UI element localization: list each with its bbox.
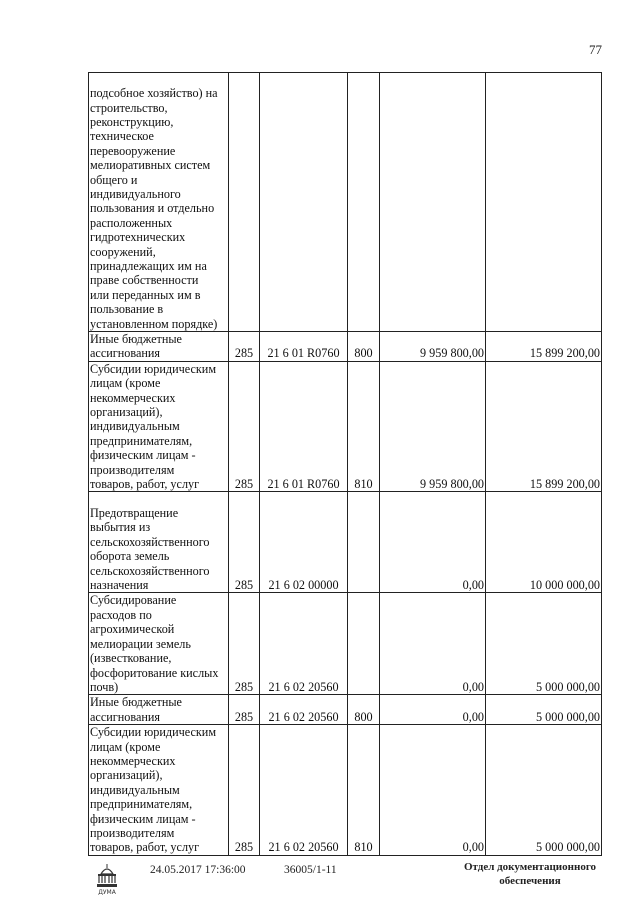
row-amount1-cell: 0,00 <box>380 593 486 695</box>
row-name-line: гидротехнических <box>90 230 186 245</box>
row-name-line: индивидуальным <box>90 782 180 797</box>
row-vr-cell: 810 <box>348 725 380 856</box>
page-footer <box>0 860 640 900</box>
row-name-line: некоммерческих <box>90 753 176 768</box>
row-name-line: Иные бюджетные <box>90 332 182 346</box>
footer-doc-number: 36005/1-11 <box>284 864 337 876</box>
row-name-line: подсобное хозяйство) на <box>90 86 218 101</box>
row-name-line: производителям <box>90 825 175 840</box>
row-name-line: выбытия из <box>90 520 151 535</box>
row-amount1-cell: 0,00 <box>380 695 486 725</box>
row-name-line: установленном порядке) <box>90 316 218 331</box>
row-name-line: индивидуальным <box>90 419 180 434</box>
footer-department <box>440 860 620 888</box>
row-csr-cell <box>260 73 348 332</box>
page-number: 77 <box>589 42 602 57</box>
row-code-cell <box>229 73 260 332</box>
row-name-line: оборота земель <box>90 549 170 564</box>
row-name-line: сельскохозяйственного <box>90 534 210 549</box>
row-name-line: физическим лицам - <box>90 448 196 463</box>
duma-logo-icon <box>93 862 121 896</box>
row-name-line: почв) <box>90 679 119 694</box>
row-name-line: предпринимателям, <box>90 433 193 448</box>
row-name-cell <box>89 332 229 362</box>
row-vr-cell: 800 <box>348 695 380 725</box>
footer-department-line2: обеспечения <box>499 875 561 887</box>
row-name-line: Субсидирование <box>90 593 177 608</box>
row-name-line: техническое <box>90 129 154 144</box>
row-name-line: назначения <box>90 578 149 593</box>
row-name-line: некоммерческих <box>90 390 176 405</box>
row-name-line: Предотвращение <box>90 506 179 521</box>
row-name-line: перевооружение <box>90 143 176 158</box>
row-csr-cell: 21 6 01 R0760 <box>260 332 348 362</box>
row-name-line: пользования и отдельно <box>90 201 215 216</box>
row-name-line: производителям <box>90 462 175 477</box>
row-amount1-cell: 0,00 <box>380 725 486 856</box>
row-name-line: Субсидии юридическим <box>90 725 217 740</box>
row-vr-cell: 810 <box>348 361 380 492</box>
table-row <box>89 695 602 725</box>
row-name-line: пользование в <box>90 302 164 317</box>
row-vr-cell <box>348 492 380 593</box>
row-name-line: Иные бюджетные <box>90 695 182 710</box>
footer-department-line1: Отдел документационного <box>463 861 597 873</box>
row-name-line: товаров, работ, услуг <box>90 477 200 492</box>
row-code-cell: 285 <box>229 725 260 856</box>
row-name-line: или переданных им в <box>90 287 201 302</box>
row-amount1-cell <box>380 73 486 332</box>
row-name-cell <box>89 492 229 593</box>
row-name-line: мелиорации земель <box>90 636 191 651</box>
row-name-line: лицам (кроме <box>90 739 161 754</box>
row-name-line: общего и <box>90 172 138 187</box>
row-name-line: сооружений, <box>90 244 156 259</box>
table-row <box>89 593 602 695</box>
svg-text:ДУМА: ДУМА <box>98 889 116 896</box>
row-name-line: физическим лицам - <box>90 811 196 826</box>
row-amount1-cell: 0,00 <box>380 492 486 593</box>
row-amount2-cell: 5 000 000,00 <box>486 725 602 856</box>
row-csr-cell: 21 6 02 00000 <box>260 492 348 593</box>
row-name-cell <box>89 725 229 856</box>
table-row <box>89 73 602 332</box>
row-name-line: лицам (кроме <box>90 376 161 391</box>
row-csr-cell: 21 6 02 20560 <box>260 725 348 856</box>
row-name-line: Субсидии юридическим <box>90 361 217 376</box>
row-amount2-cell: 5 000 000,00 <box>486 695 602 725</box>
row-name-line: принадлежащих им на <box>90 258 207 273</box>
row-name-line: товаров, работ, услуг <box>90 840 200 855</box>
row-name-line: организаций), <box>90 768 163 783</box>
row-csr-cell: 21 6 02 20560 <box>260 593 348 695</box>
row-amount1-cell: 9 959 800,00 <box>380 361 486 492</box>
row-name-cell <box>89 73 229 332</box>
row-name-line: агрохимической <box>90 622 175 637</box>
row-code-cell: 285 <box>229 332 260 362</box>
row-amount2-cell <box>486 73 602 332</box>
table-row <box>89 725 602 856</box>
row-vr-cell <box>348 73 380 332</box>
row-amount2-cell: 15 899 200,00 <box>486 361 602 492</box>
row-vr-cell <box>348 593 380 695</box>
footer-datetime: 24.05.2017 17:36:00 <box>150 864 246 876</box>
row-vr-cell: 800 <box>348 332 380 362</box>
row-code-cell: 285 <box>229 492 260 593</box>
row-name-line: предпринимателям, <box>90 797 193 812</box>
row-amount2-cell: 10 000 000,00 <box>486 492 602 593</box>
row-name-line: (известкование, <box>90 651 172 666</box>
table-row <box>89 332 602 362</box>
row-name-line: праве собственности <box>90 273 199 288</box>
budget-table <box>88 72 602 856</box>
row-name-line: сельскохозяйственного <box>90 563 210 578</box>
row-name-line: ассигнования <box>90 346 161 361</box>
row-csr-cell: 21 6 01 R0760 <box>260 361 348 492</box>
table-row <box>89 492 602 593</box>
row-name-line: расположенных <box>90 215 173 230</box>
row-csr-cell: 21 6 02 20560 <box>260 695 348 725</box>
budget-table-body <box>89 73 602 856</box>
row-amount2-cell: 15 899 200,00 <box>486 332 602 362</box>
row-name-cell <box>89 695 229 725</box>
row-name-line: расходов по <box>90 607 152 622</box>
row-name-line: мелиоративных систем <box>90 158 211 173</box>
table-row <box>89 361 602 492</box>
row-name-cell <box>89 361 229 492</box>
row-name-line: фосфоритование кислых <box>90 665 219 680</box>
row-code-cell: 285 <box>229 695 260 725</box>
row-code-cell: 285 <box>229 361 260 492</box>
row-name-cell <box>89 593 229 695</box>
row-amount2-cell: 5 000 000,00 <box>486 593 602 695</box>
row-code-cell: 285 <box>229 593 260 695</box>
row-amount1-cell: 9 959 800,00 <box>380 332 486 362</box>
row-name-line: реконструкцию, <box>90 114 174 129</box>
row-name-line: организаций), <box>90 405 163 420</box>
row-name-line: индивидуального <box>90 186 181 201</box>
row-name-line: ассигнования <box>90 709 161 724</box>
row-name-line: строительство, <box>90 100 168 115</box>
